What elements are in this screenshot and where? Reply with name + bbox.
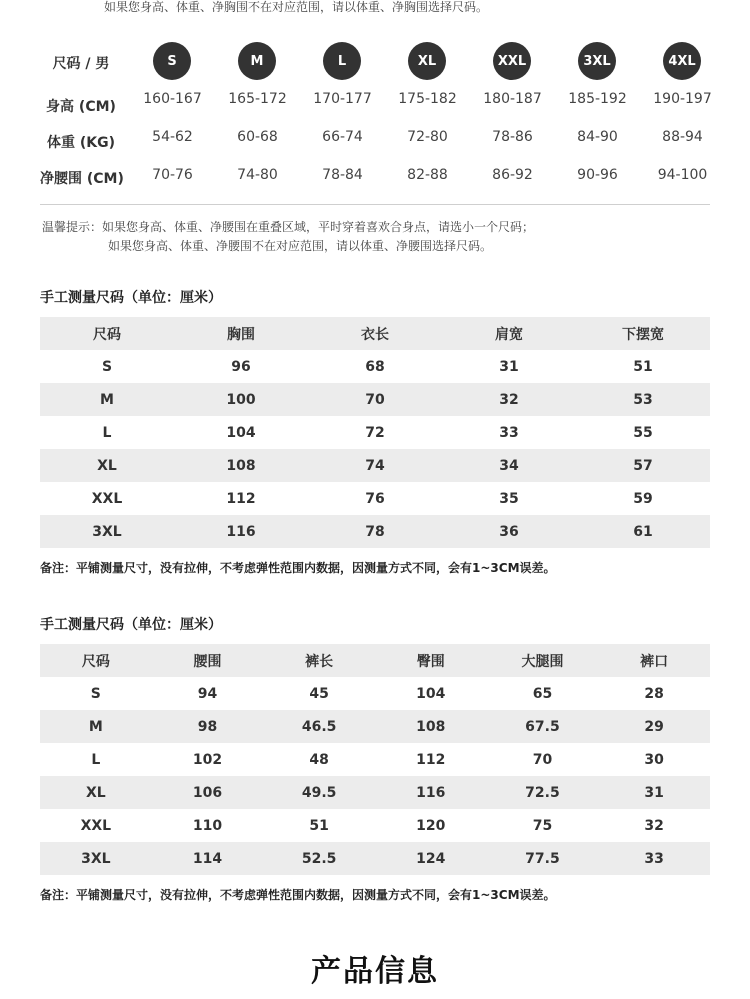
waist-row-label: 净腰围 (CM) bbox=[40, 171, 124, 187]
table-cell: 67.5 bbox=[525, 718, 560, 735]
table-cell: 52.5 bbox=[301, 850, 337, 867]
height-value: 170-177 bbox=[313, 91, 372, 107]
table-cell: 31 bbox=[499, 358, 519, 375]
divider bbox=[40, 204, 710, 205]
table-cell: 34 bbox=[499, 457, 519, 474]
column-header: 下摆宽 bbox=[622, 326, 664, 343]
table-cell: 57 bbox=[633, 457, 653, 474]
table-cell: 108 bbox=[226, 457, 256, 474]
column-header: 裤口 bbox=[640, 653, 669, 670]
table-row bbox=[40, 383, 710, 416]
table-cell: 116 bbox=[226, 523, 256, 540]
height-value: 175-182 bbox=[398, 91, 457, 107]
table-cell: XL bbox=[97, 457, 117, 474]
height-value: 180-187 bbox=[483, 91, 542, 107]
table-cell: 70 bbox=[365, 391, 385, 408]
table-cell: 114 bbox=[192, 850, 223, 867]
column-header: 尺码 bbox=[93, 326, 121, 343]
table-cell: 72 bbox=[365, 424, 385, 441]
table-row bbox=[40, 842, 710, 875]
column-header: 臀围 bbox=[416, 653, 445, 670]
table-cell: 72.5 bbox=[525, 784, 560, 801]
table-cell: L bbox=[91, 751, 101, 768]
table-cell: 51 bbox=[309, 817, 329, 834]
top-note: 如果您身高、体重、净胸围不在对应范围，请以体重、净胸围选择尺码。 bbox=[104, 0, 489, 14]
column-header: 衣长 bbox=[361, 326, 389, 343]
pants-table-title: 手工测量尺码（单位：厘米） bbox=[40, 617, 222, 633]
table-cell: 65 bbox=[532, 685, 553, 702]
waist-value: 90-96 bbox=[577, 167, 618, 183]
table-cell: 124 bbox=[416, 850, 446, 867]
table-cell: 61 bbox=[633, 523, 653, 540]
table-cell: 106 bbox=[192, 784, 223, 801]
waist-value: 94-100 bbox=[657, 167, 708, 183]
table-cell: 32 bbox=[499, 391, 519, 408]
table-row bbox=[40, 515, 710, 548]
table-cell: 49.5 bbox=[301, 784, 337, 801]
table-cell: S bbox=[90, 685, 101, 702]
waist-value: 70-76 bbox=[152, 167, 193, 183]
weight-value: 72-80 bbox=[407, 129, 448, 145]
table-cell: 55 bbox=[633, 424, 653, 441]
table-row bbox=[40, 743, 710, 776]
table-cell: M bbox=[88, 718, 103, 735]
size-circle-m: M bbox=[238, 42, 276, 80]
table-cell: 70 bbox=[532, 751, 553, 768]
pants-size-table bbox=[40, 644, 710, 875]
size-circle-s: S bbox=[153, 42, 191, 80]
table-cell: 75 bbox=[532, 817, 553, 834]
table-cell: 116 bbox=[416, 784, 446, 801]
table-cell: M bbox=[100, 391, 114, 408]
table-cell: 28 bbox=[644, 685, 664, 702]
waist-value: 86-92 bbox=[492, 167, 533, 183]
table-cell: 112 bbox=[416, 751, 446, 768]
product-info-title: 产品信息 bbox=[311, 954, 439, 989]
table-cell: 48 bbox=[309, 751, 329, 768]
waist-value: 74-80 bbox=[237, 167, 278, 183]
weight-value: 66-74 bbox=[322, 129, 363, 145]
table-cell: 120 bbox=[416, 817, 446, 834]
table-cell: 102 bbox=[192, 751, 223, 768]
table-cell: 110 bbox=[192, 817, 223, 834]
column-header: 肩宽 bbox=[495, 326, 523, 343]
waist-value: 82-88 bbox=[407, 167, 448, 183]
table-cell: 29 bbox=[644, 718, 664, 735]
table-row bbox=[40, 710, 710, 743]
tip-line-2: 如果您身高、体重、净腰围不在对应范围，请以体重、净腰围选择尺码。 bbox=[108, 239, 493, 253]
table-cell: XXL bbox=[80, 817, 112, 834]
table-cell: 3XL bbox=[92, 523, 122, 540]
table-row bbox=[40, 776, 710, 809]
top-size-table bbox=[40, 317, 710, 548]
height-value: 165-172 bbox=[228, 91, 287, 107]
table-cell: 35 bbox=[499, 490, 519, 507]
table-cell: 76 bbox=[365, 490, 385, 507]
height-value: 160-167 bbox=[143, 91, 202, 107]
table-cell: 104 bbox=[416, 685, 446, 702]
weight-value: 54-62 bbox=[152, 129, 193, 145]
table-cell: 46.5 bbox=[301, 718, 337, 735]
table-cell: 94 bbox=[197, 685, 218, 702]
table-cell: 30 bbox=[644, 751, 664, 768]
table-cell: 59 bbox=[633, 490, 653, 507]
table-cell: 100 bbox=[226, 391, 256, 408]
column-header: 胸围 bbox=[227, 326, 255, 343]
height-value: 185-192 bbox=[568, 91, 627, 107]
size-circle-3xl: 3XL bbox=[578, 42, 616, 80]
table-row bbox=[40, 677, 710, 710]
table-header-row bbox=[40, 317, 710, 350]
table-row bbox=[40, 416, 710, 449]
weight-value: 78-86 bbox=[492, 129, 533, 145]
table-cell: 36 bbox=[499, 523, 519, 540]
table-cell: 51 bbox=[633, 358, 653, 375]
size-chart-header-label: 尺码 / 男 bbox=[52, 56, 110, 72]
table-cell: 108 bbox=[416, 718, 446, 735]
table-row bbox=[40, 350, 710, 383]
table-cell: 33 bbox=[644, 850, 664, 867]
column-header: 腰围 bbox=[193, 653, 222, 670]
table-header-row bbox=[40, 644, 710, 677]
size-circle-4xl: 4XL bbox=[663, 42, 701, 80]
table-cell: 45 bbox=[309, 685, 329, 702]
table-cell: 77.5 bbox=[525, 850, 560, 867]
weight-value: 84-90 bbox=[577, 129, 618, 145]
table-row bbox=[40, 449, 710, 482]
size-circle-l: L bbox=[323, 42, 361, 80]
column-header: 大腿围 bbox=[521, 653, 564, 670]
column-header: 尺码 bbox=[81, 653, 110, 670]
table-cell: 68 bbox=[365, 358, 385, 375]
table-cell: 104 bbox=[226, 424, 256, 441]
height-row-label: 身高 (CM) bbox=[46, 99, 116, 115]
table-cell: 112 bbox=[226, 490, 256, 507]
size-circle-xl: XL bbox=[408, 42, 446, 80]
table-cell: 32 bbox=[644, 817, 664, 834]
column-header: 裤长 bbox=[305, 653, 334, 670]
waist-value: 78-84 bbox=[322, 167, 363, 183]
weight-value: 60-68 bbox=[237, 129, 278, 145]
weight-value: 88-94 bbox=[662, 129, 703, 145]
table-cell: 98 bbox=[197, 718, 218, 735]
table-cell: XL bbox=[85, 784, 106, 801]
table-cell: 96 bbox=[231, 358, 251, 375]
table-cell: S bbox=[101, 358, 113, 375]
tip-line-1: 温馨提示：如果您身高、体重、净腰围在重叠区域，平时穿着喜欢合身点，请选小一个尺码； bbox=[42, 220, 535, 234]
table-cell: 3XL bbox=[81, 850, 111, 867]
size-circle-xxl: XXL bbox=[493, 42, 531, 80]
table-cell: 53 bbox=[633, 391, 653, 408]
table-row bbox=[40, 809, 710, 842]
pants-table-remark: 备注：平铺测量尺寸，没有拉伸，不考虑弹性范围内数据，因测量方式不同，会有1~3CM误差。 bbox=[40, 888, 556, 902]
top-table-remark: 备注：平铺测量尺寸，没有拉伸，不考虑弹性范围内数据，因测量方式不同，会有1~3CM误差。 bbox=[40, 561, 556, 575]
table-cell: XXL bbox=[91, 490, 123, 507]
table-cell: 74 bbox=[365, 457, 385, 474]
height-value: 190-197 bbox=[653, 91, 712, 107]
table-cell: 31 bbox=[644, 784, 664, 801]
table-cell: 33 bbox=[499, 424, 519, 441]
table-cell: 78 bbox=[365, 523, 385, 540]
top-table-title: 手工测量尺码（单位：厘米） bbox=[40, 290, 222, 306]
table-row bbox=[40, 482, 710, 515]
weight-row-label: 体重 (KG) bbox=[46, 135, 115, 151]
table-cell: L bbox=[102, 424, 112, 441]
